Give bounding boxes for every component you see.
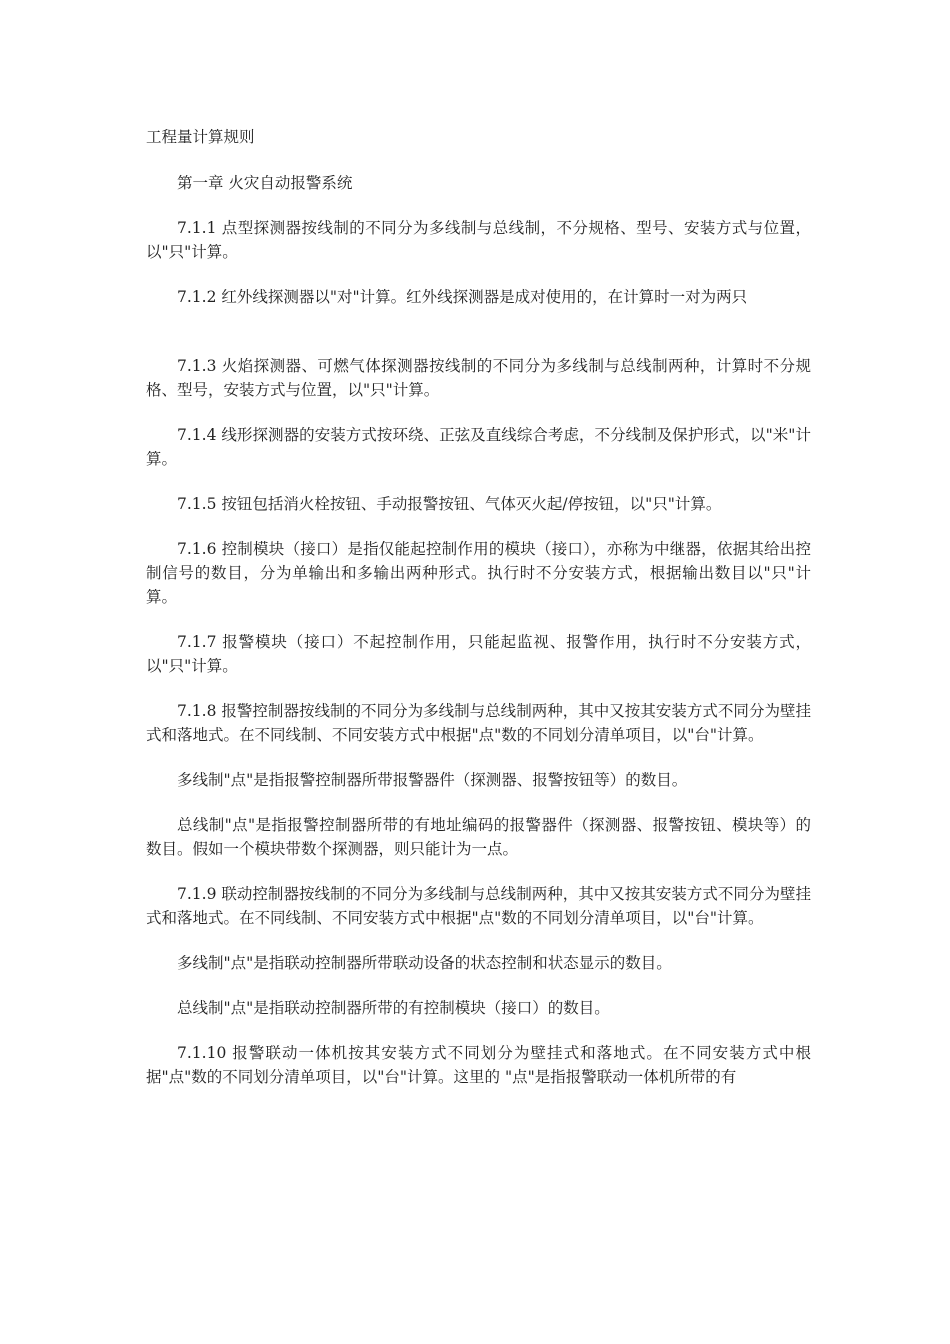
paragraph-7-1-4: 7.1.4 线形探测器的安装方式按环绕、正弦及直线综合考虑，不分线制及保护形式，以"米"计算。 [146,426,811,468]
document-title: 工程量计算规则 [146,128,255,146]
paragraph-multiline-point-alarm: 多线制"点"是指报警控制器所带报警器件（探测器、报警按钮等）的数目。 [177,771,688,789]
document-body [146,125,811,1110]
paragraph-7-1-5: 7.1.5 按钮包括消火栓按钮、手动报警按钮、气体灭火起/停按钮，以"只"计算。 [177,495,722,513]
paragraph-7-1-9: 7.1.9 联动控制器按线制的不同分为多线制与总线制两种，其中又按其安装方式不同分为壁挂式和落地式。在不同线制、不同安装方式中根据"点"数的不同划分清单项目，以"台"计算。 [146,885,811,927]
paragraph-7-1-2: 7.1.2 红外线探测器以"对"计算。红外线探测器是成对使用的，在计算时一对为两只 [177,288,748,306]
paragraph-7-1-10: 7.1.10 报警联动一体机按其安装方式不同划分为壁挂式和落地式。在不同安装方式中根据"点"数的不同划分清单项目，以"台"计算。这里的 "点"是指报警联动一体机所带的有 [146,1044,811,1086]
paragraph-7-1-3: 7.1.3 火焰探测器、可燃气体探测器按线制的不同分为多线制与总线制两种，计算时不分规格、型号，安装方式与位置，以"只"计算。 [146,357,811,399]
paragraph-7-1-1: 7.1.1 点型探测器按线制的不同分为多线制与总线制，不分规格、型号、安装方式与位置，以"只"计算。 [146,219,811,261]
chapter-heading: 第一章 火灾自动报警系统 [177,174,353,192]
paragraph-bus-point-linkage: 总线制"点"是指联动控制器所带的有控制模块（接口）的数目。 [177,999,610,1017]
paragraph-bus-point-alarm: 总线制"点"是指报警控制器所带的有地址编码的报警器件（探测器、报警按钮、模块等）的数目。假如一个模块带数个探测器，则只能计为一点。 [146,816,811,858]
paragraph-7-1-7: 7.1.7 报警模块（接口）不起控制作用，只能起监视、报警作用，执行时不分安装方式，以"只"计算。 [146,633,811,675]
paragraph-7-1-8: 7.1.8 报警控制器按线制的不同分为多线制与总线制两种，其中又按其安装方式不同分为壁挂式和落地式。在不同线制、不同安装方式中根据"点"数的不同划分清单项目，以"台"计算。 [146,702,811,744]
paragraph-multiline-point-linkage: 多线制"点"是指联动控制器所带联动设备的状态控制和状态显示的数目。 [177,954,672,972]
paragraph-7-1-6: 7.1.6 控制模块（接口）是指仅能起控制作用的模块（接口），亦称为中继器，依据其给出控制信号的数目，分为单输出和多输出两种形式。执行时不分安装方式，根据输出数目以"只"计算。 [146,540,811,606]
